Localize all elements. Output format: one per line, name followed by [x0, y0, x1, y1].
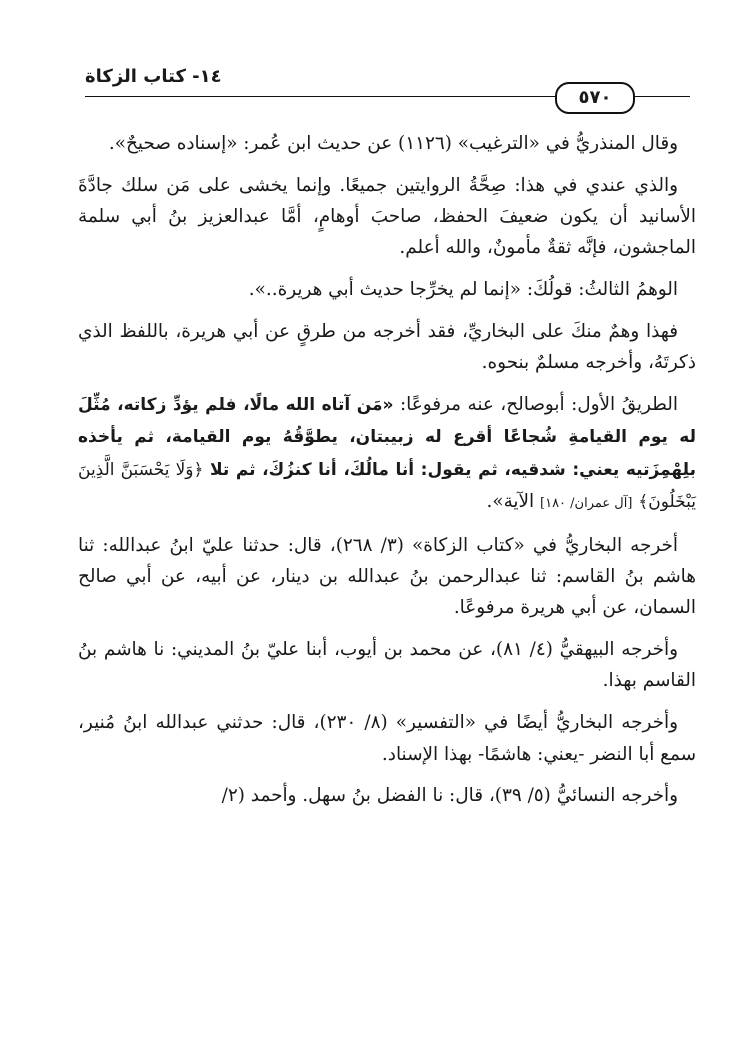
hadith-text: «مَن آتاه الله مالًا، فلم يؤدِّ زكاته، مُثِّلَ له يوم القيامةِ شُجاعًا أقرع له زبيبتان، يطوَّقُهُ يوم القيامة، ثم يأخذه بلِهْمِزَتيه يعني: شدقيه، ثم يقول: أنا مالُكَ، أنا كنزُكَ، ثم تلا	[78, 395, 696, 480]
quran-verse: ﴿وَلَا يَحْسَبَنَّ الَّذِينَ يَبْخَلُونَ﴾	[78, 459, 696, 512]
running-head: ١٤- كتاب الزكاة	[85, 66, 222, 87]
paragraph: الوهمُ الثالثُ: قولُكَ: «إنما لم يخرِّجا حديث أبي هريرة..».	[248, 279, 678, 301]
paragraph: وأخرجه النسائيُّ (٥/ ٣٩)، قال: نا الفضل بنُ سهل. وأحمد (٢/	[221, 785, 678, 807]
paragraph: فهذا وهمٌ منكَ على البخاريِّ، فقد أخرجه من طرقٍ عن أبي هريرة، باللفظ الذي ذكرتَهُ، وأخرجه مسلمٌ بنحوه.	[78, 320, 696, 374]
body-text	[78, 128, 696, 822]
paragraph: والذي عندي في هذا: صِحَّةُ الروايتين جميعًا. وإنما يخشى على مَن سلك جادَّةَ الأسانيد أن يكون ضعيفَ الحفظ، صاحبَ أوهامٍ، أمَّا عبدالعزيز بنُ أبي سلمة الماجشون، فإنَّه ثقةٌ مأمونٌ، والله أعلم.	[78, 174, 696, 259]
page-number: ٥٧٠	[555, 82, 635, 114]
page-header	[85, 62, 690, 108]
paragraph: وأخرجه البخاريُّ أيضًا في «التفسير» (٨/ ٢٣٠)، قال: حدثني عبدالله ابنُ مُنير، سمع أبا النضر -يعني: هاشمًا- بهذا الإسناد.	[78, 712, 696, 765]
paragraph: أخرجه البخاريُّ في «كتاب الزكاة» (٣/ ٢٦٨)، قال: حدثنا عليّ ابنُ عبدالله: ثنا هاشم بنُ القاسم: ثنا عبدالرحمن بنُ عبدالله بن دينار، عن أبيه، عن أبي صالح السمان، عن أبي هريرة مرفوعًا.	[78, 534, 696, 619]
paragraph: وأخرجه البيهقيُّ (٤/ ٨١)، عن محمد بن أيوب، أبنا عليّ بنُ المديني: نا هاشم بنُ القاسم بهذا.	[78, 639, 696, 692]
paragraph-hadith: الطريقُ الأول: أبوصالح، عنه مرفوعًا: «مَن آتاه الله مالًا، فلم يؤدِّ زكاته، مُثِّلَ له يوم القيامةِ شُجاعًا أقرع له زبيبتان، يطوَّقُهُ يوم القيامة، ثم يأخذه بلِهْمِزَتيه يعني: شدقيه، ثم يقول: أنا مالُكَ، أنا كنزُكَ، ثم تلا ﴿وَلَا يَحْسَبَنَّ الَّذِينَ يَبْخَلُونَ﴾ [آل عمران/ ١٨٠] الآية».	[78, 394, 696, 512]
paragraph: وقال المنذريُّ في «الترغيب» (١١٢٦) عن حديث ابن عُمر: «إسناده صحيحٌ».	[108, 133, 678, 154]
verse-reference: [آل عمران/ ١٨٠]	[540, 495, 633, 511]
